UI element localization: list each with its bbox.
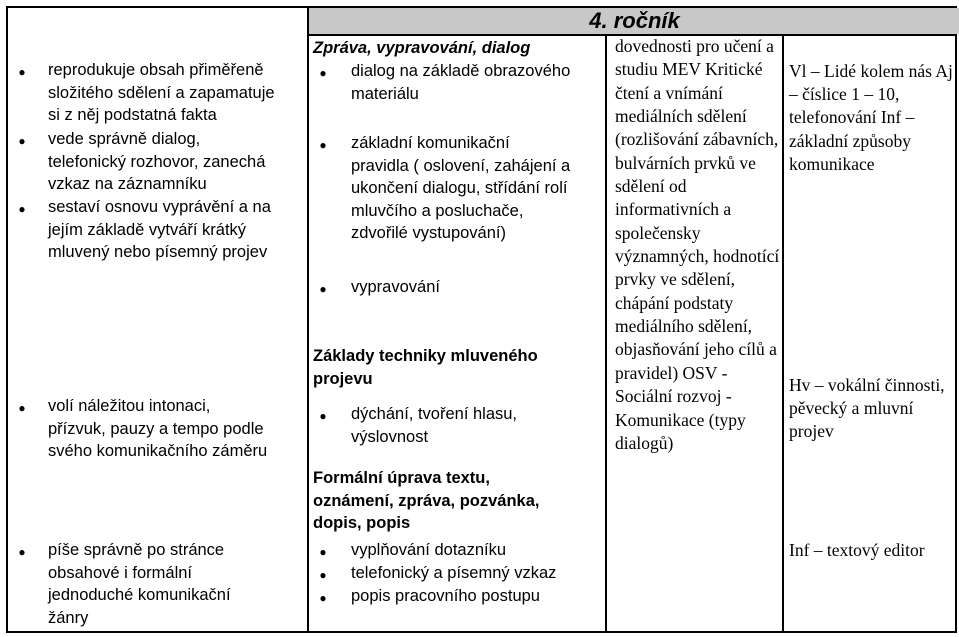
- outcome-line: píše správně po stránce: [48, 541, 225, 559]
- outcome-line: mluvený nebo písemný projev: [48, 243, 268, 262]
- curriculum-line: zdvořilé vystupování): [351, 224, 506, 243]
- outcome-line: vede správně dialog,: [48, 130, 201, 148]
- cross-topic-line: MEV Kritické: [662, 59, 763, 80]
- bullet-icon: ●: [319, 545, 327, 559]
- section-title: [313, 345, 603, 390]
- outcome-line: vzkaz na záznamníku: [48, 175, 207, 194]
- curriculum-line: pravidla ( oslovení, zahájení a: [351, 156, 571, 175]
- relation-line: nás: [908, 61, 932, 81]
- section-title-line: dopis, popis: [313, 514, 411, 533]
- outcome-line: sestaví osnovu vyprávění a na: [48, 198, 271, 216]
- outcome-line: obsahové i formální: [48, 563, 192, 582]
- section-title-line: Formální úprava textu,: [313, 469, 490, 487]
- cross-topic-line: podstaty: [673, 292, 734, 313]
- outcome-line: svého komunikačního záměru: [48, 442, 268, 461]
- bullet-icon: ●: [319, 409, 327, 423]
- column-border-1: [307, 6, 309, 633]
- curriculum-line: vypravování: [351, 278, 440, 296]
- relation-line: Inf – základní: [789, 107, 915, 151]
- bullet-icon: ●: [319, 568, 327, 582]
- cross-topic-line: informativních a: [615, 199, 732, 220]
- outcome-line: reprodukuje obsah přiměřeně: [48, 61, 264, 79]
- curriculum-line: základní komunikační: [351, 134, 510, 152]
- grade-heading: 4. ročník: [589, 8, 680, 33]
- cross-topic-line: dialogů): [615, 432, 674, 453]
- bullet-icon: ●: [18, 202, 26, 216]
- section-title-line: oznámení, zpráva, pozvánka,: [313, 491, 540, 510]
- bullet-icon: ●: [319, 138, 327, 152]
- curriculum-item: [313, 60, 603, 105]
- cross-topic-line: významných,: [615, 246, 709, 267]
- cross-topic-line: učení a studiu: [615, 36, 774, 80]
- curriculum-line: materiálu: [351, 84, 419, 103]
- bullet-icon: ●: [319, 591, 327, 605]
- cross-topic-line: hodnotící prvky ve: [615, 246, 780, 290]
- cross-topic-line: cílů a pravidel): [615, 339, 777, 383]
- relation-line: Inf – textový editor: [789, 540, 925, 560]
- curriculum-line: dýchání, tvoření hlasu,: [351, 405, 518, 423]
- cross-topic-line: společensky: [615, 222, 701, 243]
- outcome-line: jejím základě vytváří krátký: [48, 220, 247, 239]
- curriculum-line: vyplňování dotazníku: [351, 541, 507, 559]
- cross-topic-line: dovednosti pro: [615, 36, 720, 56]
- bullet-icon: ●: [319, 66, 327, 80]
- cross-topic-line: bulvárních prvků: [615, 152, 736, 173]
- cross-topic-line: rozvoj -: [676, 386, 732, 407]
- outcome-item: [12, 539, 302, 629]
- bullet-icon: ●: [18, 134, 26, 148]
- curriculum-item: [313, 132, 603, 245]
- bullet-icon: ●: [18, 545, 26, 559]
- curriculum-item: [313, 276, 603, 299]
- cross-topic-line: zábavních,: [702, 129, 779, 150]
- cross-topic-line: objasňování jeho: [615, 339, 735, 360]
- curriculum-item: [313, 539, 603, 562]
- outcome-line: telefonický rozhovor, zanechá: [48, 152, 266, 171]
- curriculum-table: [6, 6, 957, 633]
- column-border-2: [605, 34, 607, 633]
- relation-line: Hv – vokální: [789, 375, 881, 395]
- curriculum-line: ukončení dialogu, střídání rolí: [351, 179, 568, 198]
- curriculum-item: [313, 585, 603, 608]
- section-title-line: Základy techniky mluveného: [313, 347, 538, 365]
- cross-topic-line: (rozlišování: [615, 129, 699, 150]
- column-border-right: [955, 6, 957, 633]
- outcome-line: složitého sdělení a zapamatuje: [48, 83, 275, 102]
- outcome-line: si z něj podstatná fakta: [48, 106, 217, 125]
- cross-topic-line: ve sdělení od: [615, 152, 756, 197]
- cross-topic-line: sdělení,: [698, 316, 753, 337]
- relation-line: komunikace: [789, 153, 875, 174]
- cross-topic-line: Komunikace (typy: [615, 409, 746, 430]
- outcome-line: přízvuk, pauzy a tempo podle: [48, 419, 264, 438]
- relation-line: telefonování: [789, 107, 877, 128]
- table-bottom-border: [6, 631, 957, 633]
- cross-topic-line: mediálního: [615, 316, 694, 337]
- outcome-item: [12, 395, 302, 463]
- relation-line: činnosti, pěvecký a: [789, 375, 945, 419]
- column-border-left: [6, 6, 8, 633]
- curriculum-line: mluvčího a posluchače,: [351, 201, 524, 220]
- curriculum-item: [313, 562, 603, 585]
- outcome-item: [12, 128, 302, 196]
- relation-line: Aj – číslice 1 – 10,: [789, 61, 953, 105]
- curriculum-line: dialog na základě obrazového: [351, 62, 571, 80]
- cross-topic-line: OSV - Sociální: [615, 362, 728, 407]
- curriculum-item: [313, 403, 603, 448]
- relations-block: [789, 539, 953, 562]
- bullet-icon: ●: [319, 282, 327, 296]
- relations-block: [789, 374, 953, 444]
- section-title: Zpráva, vypravování, dialog: [313, 39, 531, 57]
- cross-topic-line: mediálních sdělení: [615, 106, 747, 127]
- outcome-item: [12, 59, 302, 127]
- relation-line: způsoby: [852, 130, 911, 151]
- cross-topics-column: [615, 35, 781, 455]
- section-title: [313, 467, 603, 535]
- bullet-icon: ●: [18, 65, 26, 79]
- curriculum-line: popis pracovního postupu: [351, 587, 540, 605]
- outcome-line: jednoduché komunikační: [48, 586, 231, 605]
- cross-topic-line: čtení a vnímání: [615, 82, 723, 103]
- section-title-line: projevu: [313, 369, 373, 388]
- relation-line: Vl – Lidé kolem: [789, 61, 905, 81]
- outcome-item: [12, 196, 302, 264]
- relation-line: mluvní projev: [789, 398, 914, 442]
- curriculum-line: telefonický a písemný vzkaz: [351, 564, 557, 582]
- outcome-line: žánry: [48, 608, 89, 627]
- bullet-icon: ●: [18, 401, 26, 415]
- column-border-3: [782, 34, 784, 633]
- cross-topic-line: sdělení, chápání: [615, 269, 736, 313]
- outcome-line: volí náležitou intonaci,: [48, 397, 211, 415]
- curriculum-line: výslovnost: [351, 427, 429, 446]
- relations-block: [789, 60, 953, 176]
